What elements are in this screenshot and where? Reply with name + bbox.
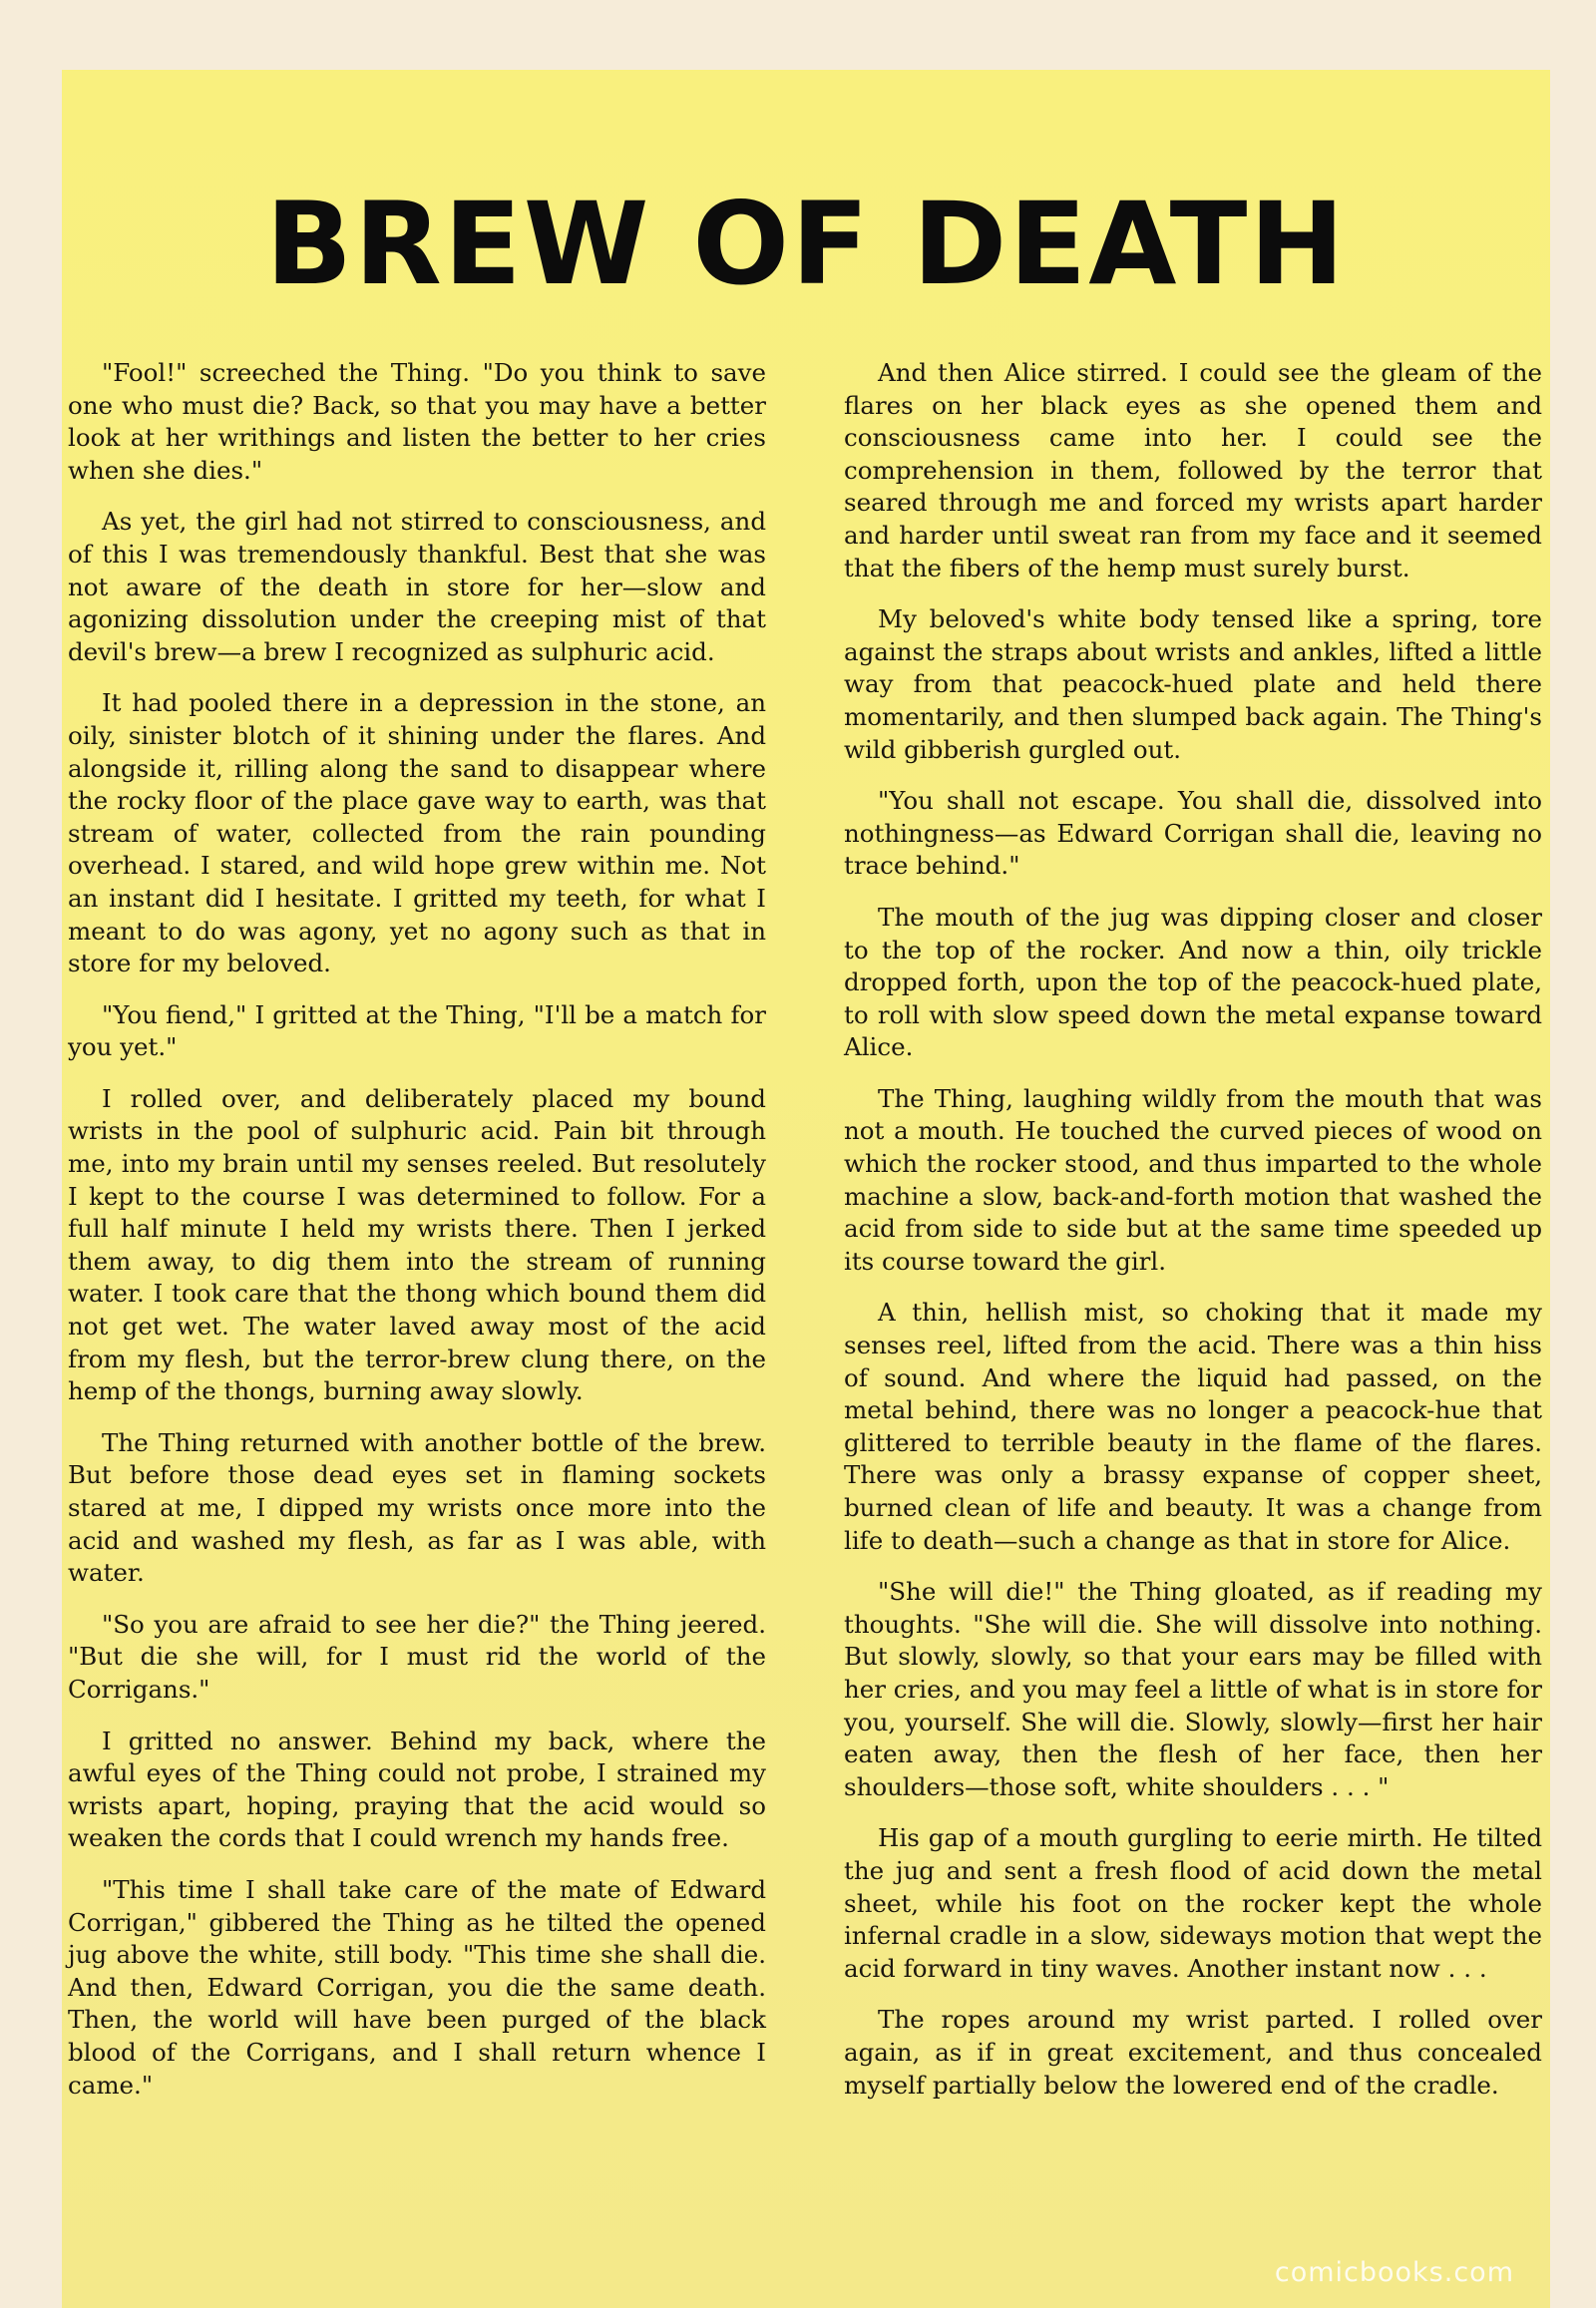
paragraph: As yet, the girl had not stirred to consciousness, and of this I was tremendously thankful. Best that she was not aware of the death in store for her—slow and agonizing dissolution under the creeping mist of that devil's brew—a brew I recognized as sulphuric acid. [68, 507, 766, 666]
story-page [62, 70, 1550, 2308]
paragraph: It had pooled there in a depression in the stone, an oily, sinister blotch of it shining under the flares. And alongside it, rilling along the sand to disappear where the rocky floor of the place gave way to earth, was that stream of water, collected from the rain pounding overhead. I stared, and wild hope grew within me. Not an instant did I hesitate. I gritted my teeth, for what I meant to do was agony, yet no agony such as that in store for my beloved. [68, 688, 766, 978]
paragraph: "This time I shall take care of the mate of Edward Corrigan," gibbered the Thing as he tilted the opened jug above the white, still body. "This time she shall die. And then, Edward Corrigan, you die the same death. Then, the world will have been purged of the black blood of the Corrigans, and I shall return whence I came." [68, 1874, 766, 2100]
paragraph: My beloved's white body tensed like a spring, tore against the straps about wrists and ankles, lifted a little way from that peacock-hued plate and held there momentarily, and then slumped back again. The Thing's wild gibberish gurgled out. [844, 604, 1542, 764]
paragraph: "Fool!" screeched the Thing. "Do you think to save one who must die? Back, so that you may have a better look at her writhings and listen the better to her cries when she dies." [68, 358, 766, 485]
paragraph: A thin, hellish mist, so choking that it made my senses reel, lifted from the acid. There was a thin hiss of sound. And where the liquid had passed, on the metal behind, there was no longer a peacock-hue that glittered to terrible beauty in the flame of the flares. There was only a brassy expanse of copper sheet, burned clean of life and beauty. It was a change from life to death—such a change as that in store for Alice. [844, 1298, 1542, 1555]
left-column [68, 357, 766, 2120]
paragraph: The mouth of the jug was dipping closer and closer to the top of the rocker. And now a thin, oily trickle dropped forth, upon the top of the peacock-hued plate, to roll with slow speed down the metal expanse toward Alice. [844, 902, 1542, 1062]
paragraph: "So you are afraid to see her die?" the Thing jeered. "But die she will, for I must rid the world of the Corrigans." [68, 1609, 766, 1704]
site-watermark: comicbooks.com [1274, 2257, 1514, 2288]
paragraph: The Thing, laughing wildly from the mouth that was not a mouth. He touched the curved pieces of wood on which the rocker stood, and thus imparted to the whole machine a slow, back-and-forth motion that washed the acid from side to side but at the same time speeded up its course toward the girl. [844, 1083, 1542, 1276]
paragraph: The ropes around my wrist parted. I rolled over again, as if in great excitement, and thus concealed myself partially below the lowered end of the cradle. [844, 2005, 1542, 2100]
paragraph: I rolled over, and deliberately placed my bound wrists in the pool of sulphuric acid. Pain bit through me, into my brain until my senses reeled. But resolutely I kept to the course I was determined to follow. For a full half minute I held my wrists there. Then I jerked them away, to dig them into the stream of running water. I took care that the thong which bound them did not get wet. The water laved away most of the acid from my flesh, but the terror-brew clung there, on the hemp of the thongs, burning away slowly. [68, 1083, 766, 1406]
story-title: BREW OF DEATH [265, 178, 1347, 310]
paragraph: "You shall not escape. You shall die, dissolved into nothingness—as Edward Corrigan shall die, leaving no trace behind." [844, 786, 1542, 881]
paragraph: "She will die!" the Thing gloated, as if reading my thoughts. "She will die. She will dissolve into nothing. But slowly, slowly, so that your ears may be filled with her cries, and you may feel a little of what is in store for you, yourself. She will die. Slowly, slowly—first her hair eaten away, then the flesh of her face, then her shoulders—those soft, white shoulders . . . " [844, 1577, 1542, 1801]
paragraph: "You fiend," I gritted at the Thing, "I'll be a match for you yet." [68, 999, 766, 1062]
paragraph: I gritted no answer. Behind my back, where the awful eyes of the Thing could not probe, I strained my wrists apart, hoping, praying that the acid would so weaken the cords that I could wrench my hands free. [68, 1726, 766, 1853]
paragraph: The Thing returned with another bottle of the brew. But before those dead eyes set in flaming sockets stared at me, I dipped my wrists once more into the acid and washed my flesh, as far as I was able, with water. [68, 1427, 766, 1588]
paragraph: His gap of a mouth gurgling to eerie mirth. He tilted the jug and sent a fresh flood of acid down the metal sheet, while his foot on the rocker kept the whole infernal cradle in a slow, sideways motion that wept the acid forward in tiny waves. Another instant now . . . [844, 1823, 1542, 1983]
paragraph: And then Alice stirred. I could see the gleam of the flares on her black eyes as she opened them and consciousness came into her. I could see the comprehension in them, followed by the terror that seared through me and forced my wrists apart harder and harder until sweat ran from my face and it seemed that the fibers of the hemp must surely burst. [844, 358, 1542, 582]
right-column [844, 357, 1542, 2120]
